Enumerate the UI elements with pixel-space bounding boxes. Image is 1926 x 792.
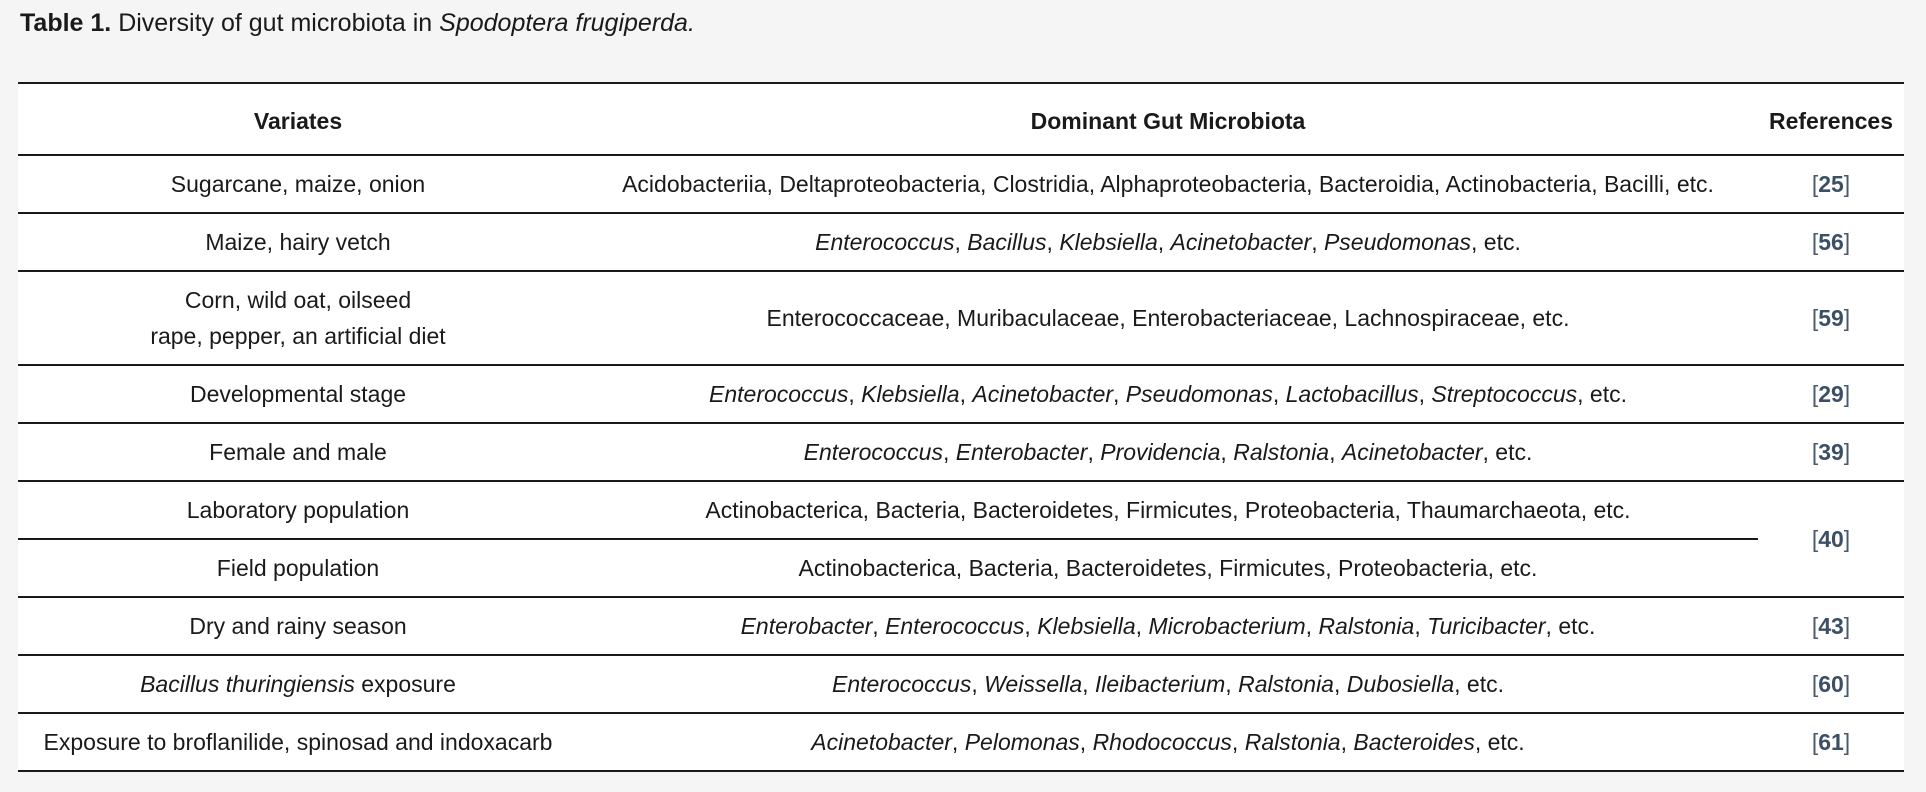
caption-species: Spodoptera frugiperda. xyxy=(439,9,695,37)
table-row xyxy=(18,213,1904,271)
variate-cell: Maize, hairy vetch xyxy=(18,213,578,271)
reference-link[interactable]: 59 xyxy=(1818,305,1844,331)
taxon: Bacillus xyxy=(967,229,1047,255)
table-row xyxy=(18,597,1904,655)
reference-link[interactable]: 56 xyxy=(1818,229,1844,255)
reference-cell: [61] xyxy=(1758,713,1904,771)
taxon: Ralstonia xyxy=(1318,613,1415,639)
microbiota-cell: Enterococcaceae, Muribaculaceae, Enterobacteriaceae, Lachnospiraceae, etc. xyxy=(578,271,1758,365)
taxon: Providencia xyxy=(1100,439,1221,465)
table-row xyxy=(18,655,1904,713)
taxon: Bacteroides xyxy=(1353,729,1475,755)
caption-text: Diversity of gut microbiota in xyxy=(111,9,440,37)
microbiota-cell: Acidobacteriia, Deltaproteobacteria, Clostridia, Alphaproteobacteria, Bacteroidia, Actinobacteria, Bacilli, etc. xyxy=(578,155,1758,213)
table-row xyxy=(18,539,1904,597)
reference-link[interactable]: 61 xyxy=(1818,729,1844,755)
taxon: Enterococcus xyxy=(885,613,1025,639)
taxon: Pseudomonas xyxy=(1323,229,1472,255)
taxon: Microbacterium xyxy=(1148,613,1306,639)
taxon: Pseudomonas xyxy=(1125,381,1273,407)
reference-cell: [60] xyxy=(1758,655,1904,713)
microbiota-cell: Enterococcus, Bacillus, Klebsiella, Acinetobacter, Pseudomonas, etc. xyxy=(578,213,1758,271)
taxon: Acinetobacter xyxy=(972,381,1114,407)
taxon: Streptococcus xyxy=(1431,381,1578,407)
header-dominant-gut-microbiota: Dominant Gut Microbiota xyxy=(578,83,1758,155)
taxon: Ralstonia xyxy=(1244,729,1341,755)
taxon: Ileibacterium xyxy=(1094,671,1226,697)
taxon: Enterobacter xyxy=(740,613,873,639)
taxon: Ralstonia xyxy=(1233,439,1330,465)
variate-cell: Exposure to broflanilide, spinosad and indoxacarb xyxy=(18,713,578,771)
taxon: Klebsiella xyxy=(1059,229,1158,255)
taxon: Klebsiella xyxy=(1037,613,1136,639)
table-header-row xyxy=(18,83,1904,155)
taxon: Enterococcus xyxy=(831,671,972,697)
variate-cell: Bacillus thuringiensis exposure xyxy=(18,655,578,713)
table-row xyxy=(18,481,1904,539)
reference-cell: [43] xyxy=(1758,597,1904,655)
reference-cell: [39] xyxy=(1758,423,1904,481)
reference-link[interactable]: 29 xyxy=(1818,381,1844,407)
microbiota-cell: Enterococcus, Enterobacter, Providencia, Ralstonia, Acinetobacter, etc. xyxy=(578,423,1758,481)
microbiota-cell: Enterobacter, Enterococcus, Klebsiella, Microbacterium, Ralstonia, Turicibacter, etc. xyxy=(578,597,1758,655)
taxon: Dubosiella xyxy=(1346,671,1455,697)
table-row xyxy=(18,423,1904,481)
taxon: Turicibacter xyxy=(1427,613,1546,639)
variate-cell: Corn, wild oat, oilseed rape, pepper, an artificial diet xyxy=(18,271,578,365)
header-variates: Variates xyxy=(18,83,578,155)
reference-link[interactable]: 40 xyxy=(1818,526,1844,552)
table-row xyxy=(18,271,1904,365)
reference-cell: [29] xyxy=(1758,365,1904,423)
microbiota-cell: Actinobacterica, Bacteria, Bacteroidetes, Firmicutes, Proteobacteria, Thaumarchaeota, etc. xyxy=(578,481,1758,539)
taxon: Enterobacter xyxy=(955,439,1088,465)
variate-cell: Female and male xyxy=(18,423,578,481)
variate-cell: Sugarcane, maize, onion xyxy=(18,155,578,213)
variate-cell: Dry and rainy season xyxy=(18,597,578,655)
table-caption xyxy=(20,6,695,40)
taxon: Enterococcus xyxy=(709,381,849,407)
taxon: Weissella xyxy=(984,671,1083,697)
reference-link[interactable]: 25 xyxy=(1818,171,1844,197)
microbiota-cell: Acinetobacter, Pelomonas, Rhodococcus, Ralstonia, Bacteroides, etc. xyxy=(578,713,1758,771)
variate-cell: Developmental stage xyxy=(18,365,578,423)
taxon: Pelomonas xyxy=(964,729,1080,755)
microbiota-cell: Enterococcus, Klebsiella, Acinetobacter, Pseudomonas, Lactobacillus, Streptococcus, etc. xyxy=(578,365,1758,423)
reference-cell: [40] xyxy=(1758,481,1904,597)
microbiota-cell: Actinobacterica, Bacteria, Bacteroidetes, Firmicutes, Proteobacteria, etc. xyxy=(578,539,1758,597)
taxon: Acinetobacter xyxy=(811,729,952,755)
taxon: Enterococcus xyxy=(815,229,955,255)
taxon: Ralstonia xyxy=(1238,671,1334,697)
variate-cell: Laboratory population xyxy=(18,481,578,539)
microbiota-table xyxy=(18,82,1904,772)
taxon: Enterococcus xyxy=(803,439,943,465)
taxon: Acinetobacter xyxy=(1170,229,1312,255)
taxon: Rhodococcus xyxy=(1092,729,1232,755)
taxon: Acinetobacter xyxy=(1341,439,1483,465)
taxon: Lactobacillus xyxy=(1285,381,1419,407)
reference-cell: [25] xyxy=(1758,155,1904,213)
variate-cell: Field population xyxy=(18,539,578,597)
microbiota-cell: Enterococcus, Weissella, Ileibacterium, Ralstonia, Dubosiella, etc. xyxy=(578,655,1758,713)
reference-link[interactable]: 43 xyxy=(1818,613,1844,639)
table-row xyxy=(18,713,1904,771)
reference-cell: [59] xyxy=(1758,271,1904,365)
taxon: Klebsiella xyxy=(861,381,960,407)
reference-link[interactable]: 60 xyxy=(1818,671,1844,697)
table-row xyxy=(18,155,1904,213)
header-references: References xyxy=(1758,83,1904,155)
caption-label: Table 1. xyxy=(20,9,112,37)
table-row xyxy=(18,365,1904,423)
reference-cell: [56] xyxy=(1758,213,1904,271)
reference-link[interactable]: 39 xyxy=(1818,439,1844,465)
